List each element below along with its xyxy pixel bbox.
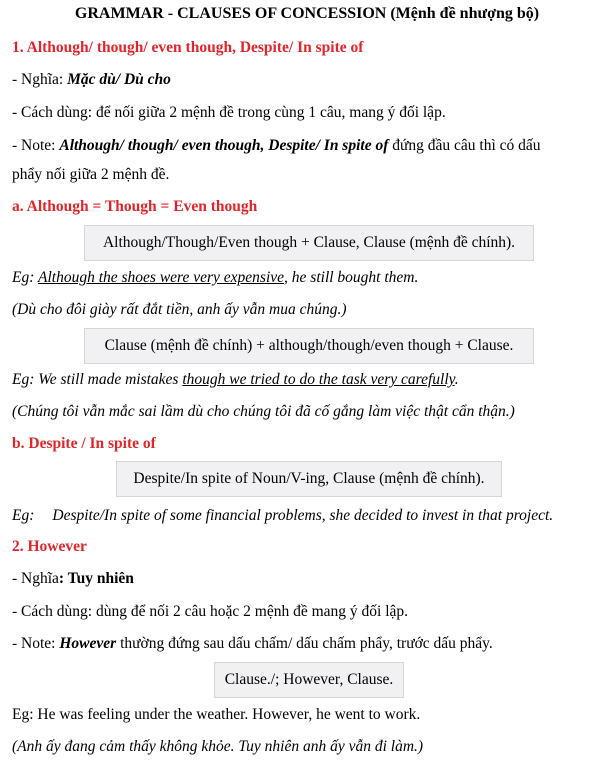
formula-box-however: Clause./; However, Clause.	[214, 662, 404, 698]
s1-meaning-label: - Nghĩa:	[12, 71, 68, 88]
s1-note-rest: đứng đầu câu thì có dấu	[388, 137, 541, 154]
s2-note-label: - Note:	[12, 635, 60, 652]
formula-box-despite: Despite/In spite of Noun/V-ing, Clause (mệnh đề chính).	[116, 461, 502, 497]
s1-note-label: - Note:	[12, 137, 60, 154]
s1-note-bold: Although/ though/ even though, Despite/ In spite of	[59, 137, 389, 154]
sa-example-2	[12, 370, 459, 390]
formula-box-although-2: Clause (mệnh đề chính) + although/though/even though + Clause.	[84, 328, 534, 364]
sa-eg1-underlined: Although the shoes were very expensive	[37, 269, 285, 286]
sa-eg1-rest: , he still bought them.	[284, 269, 419, 286]
sa-eg2-underlined: though we tried to do the task very carefully	[182, 371, 455, 388]
sb-eg-text: Despite/In spite of some financial problems, she decided to invest in that project.	[52, 507, 554, 524]
page-title: GRAMMAR - CLAUSES OF CONCESSION (Mệnh đề nhượng bộ)	[74, 5, 540, 22]
sa-eg2-rest: .	[454, 371, 459, 388]
sa-eg2-label: Eg: We still made mistakes	[12, 371, 183, 388]
formula-box-although-1: Although/Though/Even though + Clause, Clause (mệnh đề chính).	[84, 225, 534, 261]
s2-note	[12, 634, 493, 654]
sb-example	[12, 506, 553, 526]
s2-usage: - Cách dùng: dùng để nối 2 câu hoặc 2 mệnh đề mang ý đối lập.	[12, 603, 409, 620]
s2-meaning-value: : Tuy nhiên	[58, 570, 134, 587]
s2-note-rest: thường đứng sau dấu chấm/ dấu chấm phẩy, trước dấu phẩy.	[116, 635, 493, 652]
s1-meaning-value: Mặc dù/ Dù cho	[67, 71, 171, 88]
s2-example-translation: (Anh ấy đang cảm thấy không khỏe. Tuy nhiên anh ấy vẫn đi làm.)	[12, 738, 424, 755]
s2-meaning	[12, 569, 134, 589]
section-2-heading: 2. However	[12, 538, 87, 555]
section-b-heading: b. Despite / In spite of	[12, 435, 156, 452]
s2-example: Eg: He was feeling under the weather. However, he went to work.	[12, 706, 421, 723]
section-1-heading: 1. Although/ though/ even though, Despite/ In spite of	[12, 39, 364, 56]
s1-note	[12, 136, 541, 156]
sb-eg-label: Eg:	[12, 507, 35, 524]
s2-note-bold: However	[59, 635, 117, 652]
section-a-heading: a. Although = Though = Even though	[12, 198, 258, 215]
s1-meaning	[12, 70, 171, 90]
sa-example-1	[12, 268, 418, 288]
s2-meaning-label: - Nghĩa	[12, 570, 59, 587]
s1-note-line2: phẩy nối giữa 2 mệnh đề.	[12, 166, 170, 183]
s1-usage: - Cách dùng: để nối giữa 2 mệnh đề trong cùng 1 câu, mang ý đối lập.	[12, 104, 446, 121]
sa-example-2-translation: (Chúng tôi vẫn mắc sai lầm dù cho chúng tôi đã cố gắng làm việc thật cẩn thận.)	[12, 403, 515, 420]
sa-example-1-translation: (Dù cho đôi giày rất đắt tiền, anh ấy vẫn mua chúng.)	[12, 301, 347, 318]
sa-eg1-label: Eg:	[12, 269, 38, 286]
